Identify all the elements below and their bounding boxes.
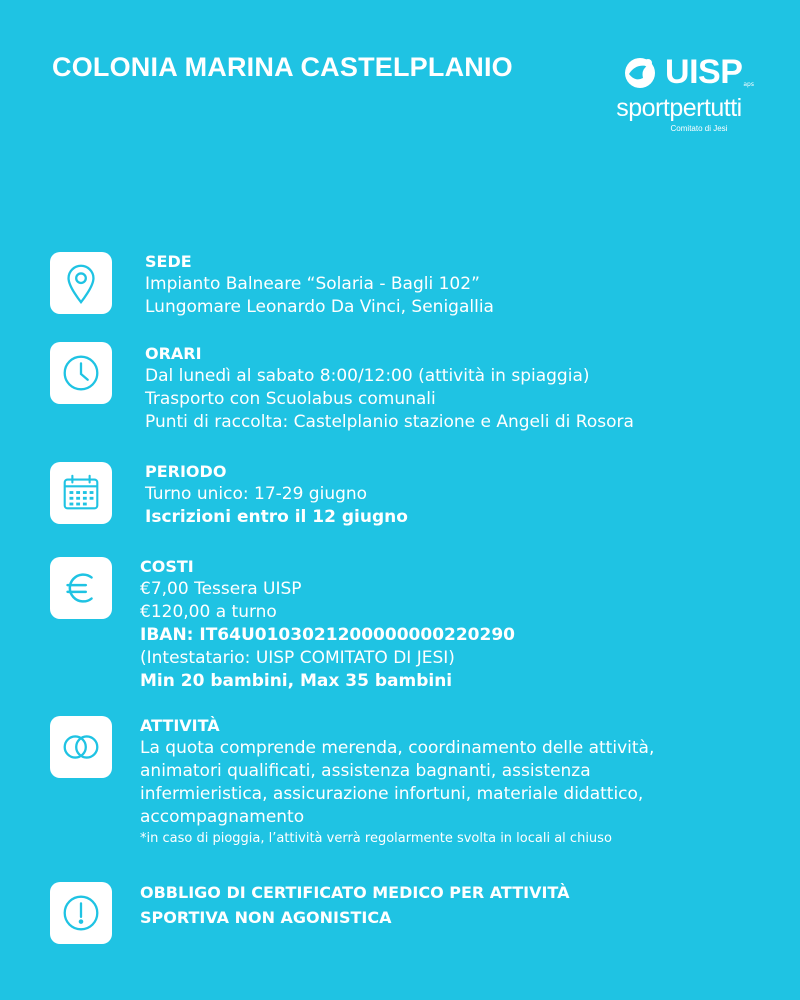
attivita-line-4: accompagnamento — [140, 807, 305, 827]
sede-line-1: Impianto Balneare “Solaria - Bagli 102” — [145, 274, 480, 294]
costi-intestatario: (Intestatario: UISP COMITATO DI JESI) — [140, 648, 455, 668]
sede-heading: SEDE — [145, 252, 192, 271]
obbligo-line-1: OBBLIGO DI CERTIFICATO MEDICO PER ATTIVITÀ — [140, 883, 570, 902]
exclamation-icon — [58, 890, 104, 936]
orari-line-1: Dal lunedì al sabato 8:00/12:00 (attività in spiaggia) — [145, 366, 590, 386]
orari-heading: ORARI — [145, 344, 202, 363]
costi-iban: IBAN: IT64U0103021200000000220290 — [140, 625, 515, 645]
costi-tessera: €7,00 Tessera UISP — [140, 579, 302, 599]
costi-heading: COSTI — [140, 557, 194, 576]
costi-icon-box — [50, 557, 112, 619]
costi-bambini: Min 20 bambini, Max 35 bambini — [140, 671, 453, 691]
logo-aps-text: aps — [743, 81, 754, 88]
periodo-deadline: Iscrizioni entro il 12 giugno — [145, 507, 408, 527]
logo-comitato-text: Comitato di Jesi — [670, 124, 728, 133]
clock-icon — [58, 350, 104, 396]
attivita-line-1: La quota comprende merenda, coordinamento delle attività, — [140, 738, 655, 758]
attivita-line-3: infermieristica, assicurazione infortuni, materiale didattico, — [140, 784, 644, 804]
attivita-line-2: animatori qualificati, assistenza bagnanti, assistenza — [140, 761, 591, 781]
orari-line-2: Trasporto con Scuolabus comunali — [145, 389, 436, 409]
orari-icon-box — [50, 342, 112, 404]
sede-line-2: Lungomare Leonardo Da Vinci, Senigallia — [145, 297, 494, 317]
rings-icon — [58, 724, 104, 770]
uisp-logo-mark-icon — [621, 54, 661, 90]
sede-icon-box — [50, 252, 112, 314]
logo-uisp-text: UISP — [665, 53, 743, 91]
attivita-heading: ATTIVITÀ — [140, 716, 220, 735]
location-pin-icon — [58, 260, 104, 306]
orari-line-3: Punti di raccolta: Castelplanio stazione e Angeli di Rosora — [145, 412, 634, 432]
periodo-line-1: Turno unico: 17-29 giugno — [145, 484, 368, 504]
calendar-icon — [58, 470, 104, 516]
obbligo-line-2: SPORTIVA NON AGONISTICA — [140, 908, 392, 927]
attivita-note: *in caso di pioggia, l’attività verrà regolarmente svolta in locali al chiuso — [140, 831, 612, 846]
periodo-icon-box — [50, 462, 112, 524]
costi-turno: €120,00 a turno — [140, 602, 277, 622]
periodo-heading: PERIODO — [145, 462, 227, 481]
obbligo-icon-box — [50, 882, 112, 944]
page-title: COLONIA MARINA CASTELPLANIO — [52, 52, 513, 82]
euro-icon — [58, 565, 104, 611]
logo-sport-text: sportpertutti — [616, 94, 742, 122]
uisp-logo — [604, 52, 754, 144]
attivita-icon-box — [50, 716, 112, 778]
